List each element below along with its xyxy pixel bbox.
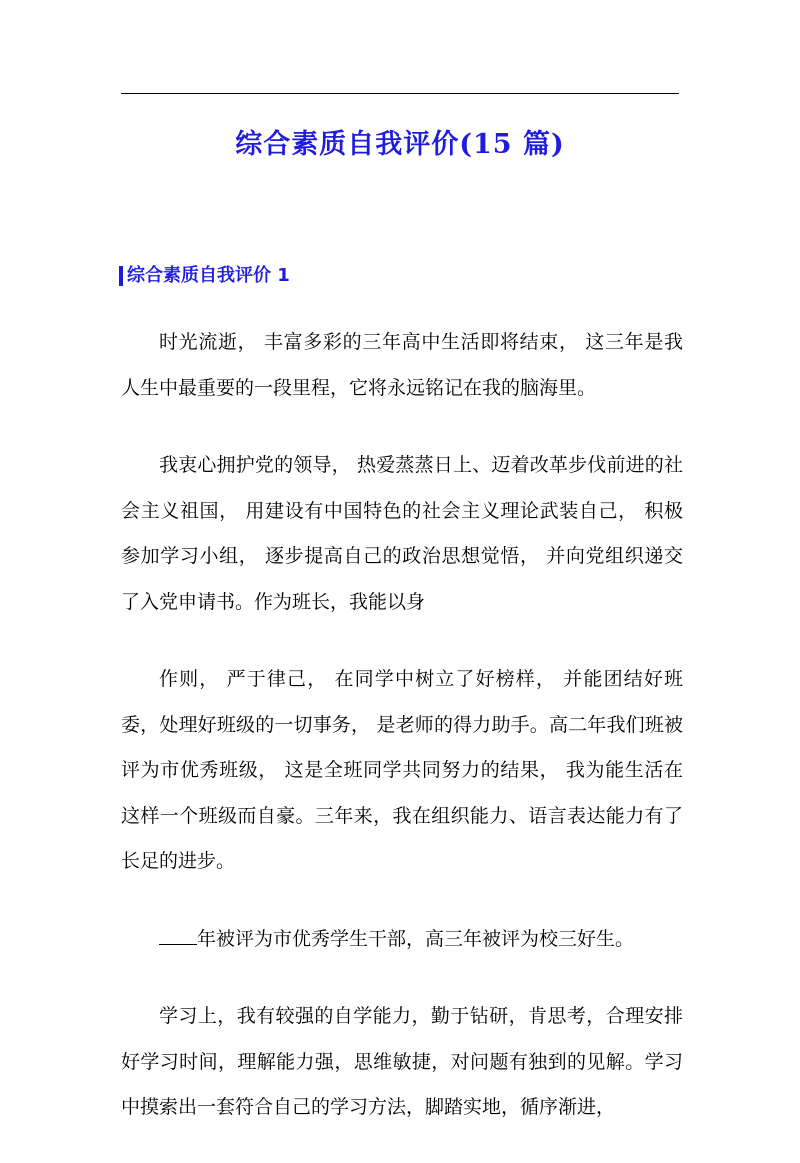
paragraph: 作则， 严于律己， 在同学中树立了好榜样， 并能团结好班委，处理好班级的一切事务， 是老师的得力助手。高二年我们班被评为市优秀班级， 这是全班同学共同努力的结果， 我为能生活在这样一个班级而自豪。三年来，我在组织能力、语言表达能力有了长足的进步。 (121, 668, 683, 872)
paragraph: 时光流逝， 丰富多彩的三年高中生活即将结束， 这三年是我人生中最重要的一段里程，它将永远铭记在我的脑海里。 (121, 331, 683, 399)
header-rule (121, 93, 679, 94)
paragraph: 我衷心拥护党的领导， 热爱蒸蒸日上、迈着改革步伐前进的社会主义祖国， 用建设有中国特色的社会主义理论武装自己， 积极参加学习小组， 逐步提高自己的政治思想觉悟， 并向党组织递交了入党申请书。作为班长，我能以身 (121, 454, 683, 613)
section-heading-text: 综合素质自我评价 1 (127, 265, 290, 286)
heading-bar-icon (119, 266, 123, 286)
paragraph-award (121, 917, 683, 963)
section-heading (119, 261, 290, 287)
fill-in-blank (159, 926, 197, 945)
paragraph: 学习上，我有较强的自学能力，勤于钻研，肯思考，合理安排好学习时间，理解能力强，思维敏捷，对问题有独到的见解。学习中摸索出一套符合自己的学习方法，脚踏实地，循序渐进， (121, 1005, 683, 1118)
document-title: 综合素质自我评价(15 篇) (235, 129, 565, 160)
document-body (121, 320, 683, 1163)
paragraph-award-text: 年被评为市优秀学生干部，高三年被评为校三好生。 (197, 927, 635, 950)
